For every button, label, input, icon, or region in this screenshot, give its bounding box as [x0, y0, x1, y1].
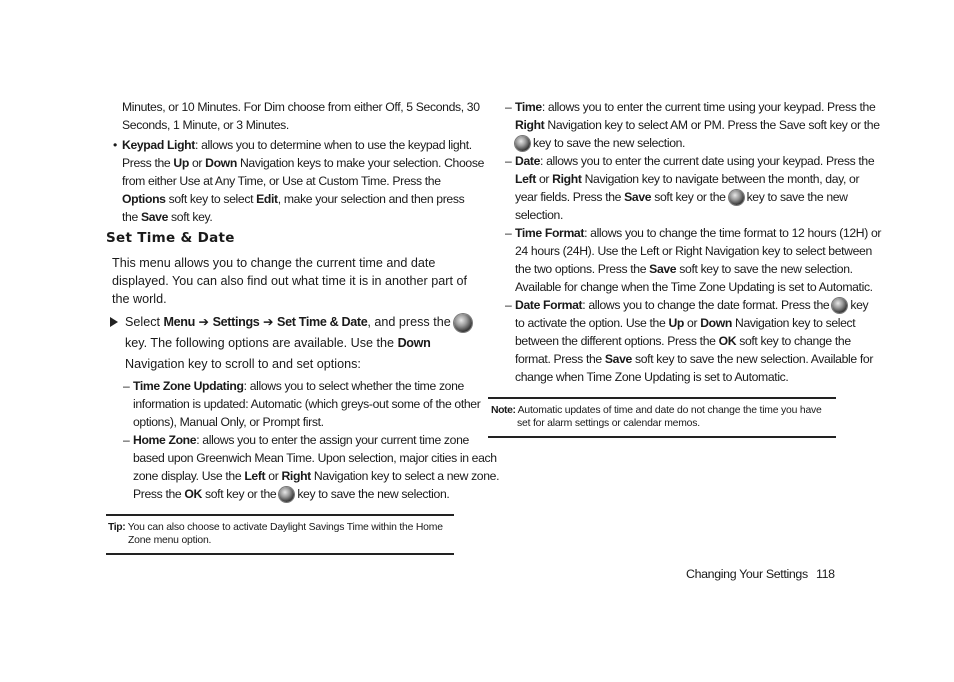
- footer-section-title: Changing Your Settings: [686, 567, 808, 581]
- date-item: – Date: allows you to enter the current date using your keypad. Press the Left or Right Navigation key to navigate between the month, day, or year fields. Press the Save soft key or the key to save the new selection.: [505, 154, 875, 222]
- date-format-item: – Date Format: allows you to change the date format. Press the key to activate the option. Use the Up or Down Navigation key to select between the different options. Press the OK soft key to change the format. Press the Save soft key to save the new selection. Available for change when Time Zone Updating is set to Automatic.: [505, 298, 874, 384]
- intro-paragraph: This menu allows you to change the current time and date displayed. You can also find out what time it is in another part of the world.: [112, 256, 467, 306]
- note-bottom-rule: [488, 436, 836, 438]
- left-continuation: Minutes, or 10 Minutes. For Dim choose from either Off, 5 Seconds, 30 Seconds, 1 Minute, or 3 Minutes.: [122, 100, 480, 132]
- time-zone-updating-item: – Time Zone Updating: allows you to select whether the time zone information is updated: Automatic (which greys-out some of the other options), Manual Only, or Prompt first.: [123, 379, 481, 429]
- tip-top-rule: [106, 514, 454, 516]
- section-heading: Set Time & Date: [106, 230, 235, 246]
- ok-key-icon: [832, 298, 847, 313]
- home-zone-item: – Home Zone: allows you to enter the assign your current time zone based upon Greenwich Mean Time. Upon selection, major cities in each zone display. Use the Left or Right Navigation key to select a new zone. Press the OK soft key or the key to save the new selection.: [123, 433, 500, 501]
- bullet: •: [113, 138, 117, 152]
- tip-bottom-rule: [106, 553, 454, 555]
- tip-box: Tip: You can also choose to activate Daylight Savings Time within the Home Zone menu option.: [108, 522, 443, 546]
- page-number: 118: [816, 567, 835, 581]
- keypad-light-item: • Keypad Light: allows you to determine when to use the keypad light. Press the Up or Down Navigation keys to make your selection. Choose from either Use at Any Time, or Use at Custom Time. Press the Options soft key to select Edit, make your selection and then press the Save soft key.: [113, 138, 484, 224]
- note-box: Note: Automatic updates of time and date do not change the time you have set for alarm settings or calendar memos.: [491, 405, 822, 429]
- note-top-rule: [488, 397, 836, 399]
- ok-key-icon: [729, 190, 744, 205]
- time-format-item: – Time Format: allows you to change the time format to 12 hours (12H) or 24 hours (24H). Use the Left or Right Navigation key to select between the two options. Press the Save soft key to save the new selection. Available for change when the Time Zone Updating is set to Automatic.: [505, 226, 882, 294]
- ok-key-icon: [279, 487, 294, 502]
- ok-key-icon: [515, 136, 530, 151]
- step-instruction: Select Menu ➔ Settings ➔ Set Time & Date, and press the key. The following options are available. Use the Down Navigation key to scroll to and set options:: [125, 312, 475, 375]
- step-arrow-icon: [110, 317, 118, 327]
- ok-key-icon: [454, 314, 472, 332]
- time-item: – Time: allows you to enter the current time using your keypad. Press the Right Navigation key to select AM or PM. Press the Save soft key or the key to save the new selection.: [505, 100, 880, 150]
